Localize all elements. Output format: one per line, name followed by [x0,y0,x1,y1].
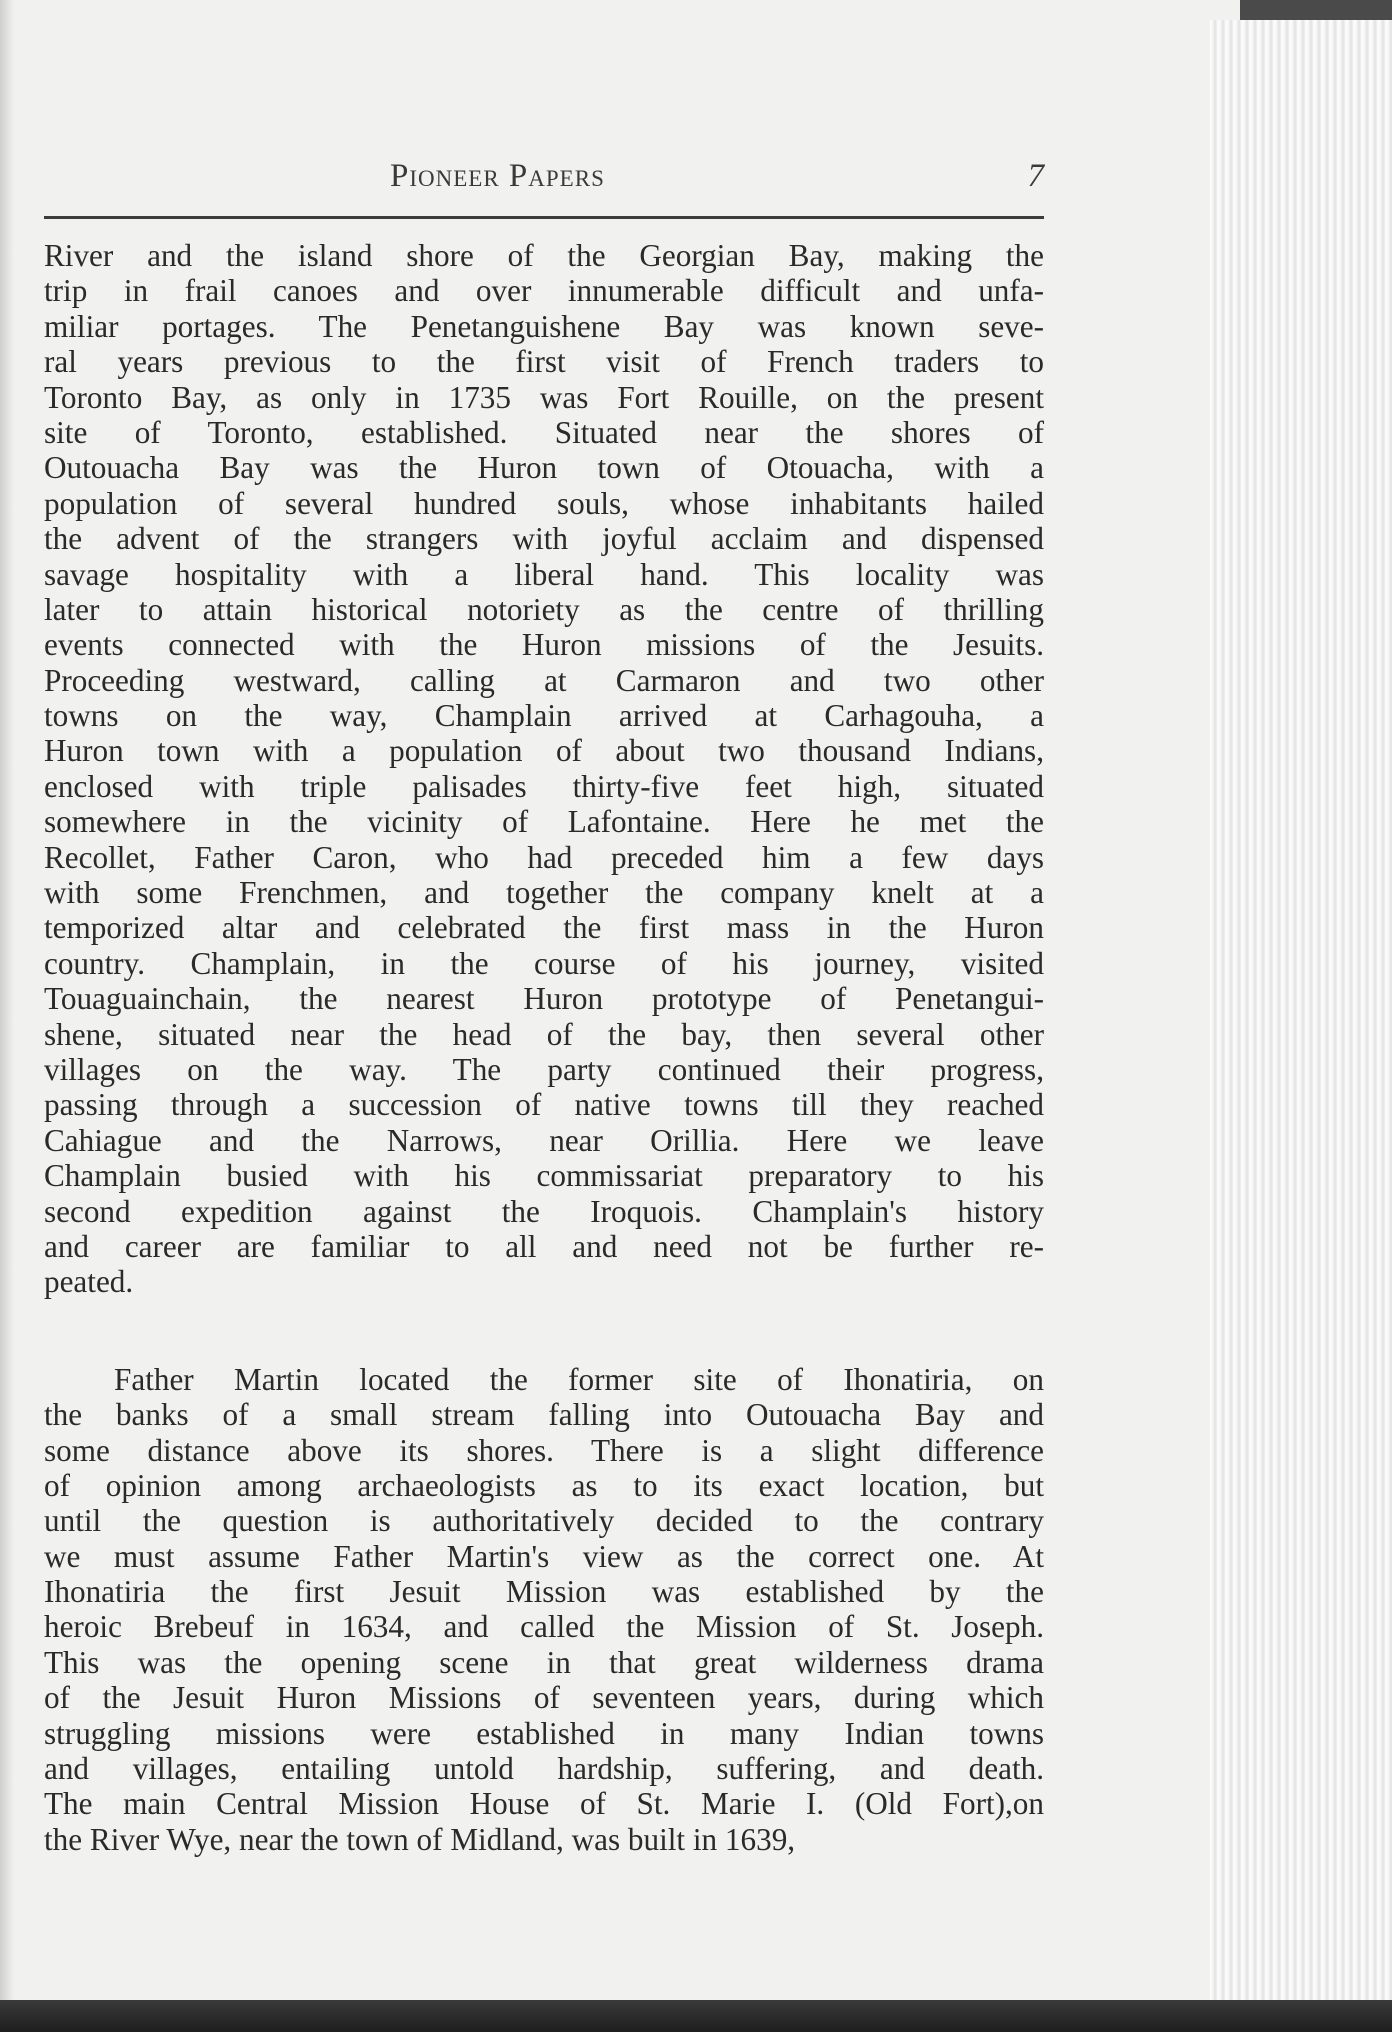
text-line: later to attain historical notoriety as the centre of thrilling [44,591,1044,627]
text-line: Cahiague and the Narrows, near Orillia. Here we leave [44,1122,1044,1158]
text-line: temporized altar and celebrated the first mass in the Huron [44,910,1044,946]
text-line: enclosed with triple palisades thirty-five feet high, situated [44,768,1044,804]
text-line: and villages, entailing untold hardship, suffering, and death. [44,1751,1044,1787]
text-line: towns on the way, Champlain arrived at Carhagouha, a [44,698,1044,734]
text-line: miliar portages. The Penetanguishene Bay was known seve- [44,308,1044,344]
text-line: events connected with the Huron missions of the Jesuits. [44,627,1044,663]
text-line: shene, situated near the head of the bay, then several other [44,1016,1044,1052]
text-line: heroic Brebeuf in 1634, and called the Mission of St. Joseph. [44,1609,1044,1645]
text-line: Outouacha Bay was the Huron town of Otouacha, with a [44,450,1044,486]
text-line: savage hospitality with a liberal hand. This locality was [44,556,1044,592]
text-line: until the question is authoritatively decided to the contrary [44,1503,1044,1539]
text-line: Recollet, Father Caron, who had preceded him a few days [44,839,1044,875]
text-line: country. Champlain, in the course of his journey, visited [44,945,1044,981]
text-line: The main Central Mission House of St. Marie I. (Old Fort),on [44,1786,1044,1822]
paragraph [44,1362,1044,1857]
text-line: the River Wye, near the town of Midland, was built in 1639, [44,1821,796,1857]
bottom-shadow [0,2000,1392,2032]
text-line: Huron town with a population of about two thousand Indians, [44,733,1044,769]
text-line: ral years previous to the first visit of French traders to [44,344,1044,380]
text-line: This was the opening scene in that great wilderness drama [44,1644,1044,1680]
gutter-shadow [0,0,14,2000]
text-line: second expedition against the Iroquois. Champlain's history [44,1193,1044,1229]
paragraph-gap [44,1300,1044,1362]
text-line: population of several hundred souls, whose inhabitants hailed [44,485,1044,521]
text-line: struggling missions were established in many Indian towns [44,1715,1044,1751]
running-title: Pioneer Papers [390,158,605,194]
text-line: Ihonatiria the first Jesuit Mission was established by the [44,1574,1044,1610]
text-line: peated. [44,1264,134,1300]
running-header [44,158,1044,202]
text-line: trip in frail canoes and over innumerable difficult and unfa- [44,273,1044,309]
text-line: of the Jesuit Huron Missions of seventeen years, during which [44,1680,1044,1716]
text-line: of opinion among archaeologists as to its exact location, but [44,1467,1044,1503]
text-line: Proceeding westward, calling at Carmaron and two other [44,662,1044,698]
text-line: Touaguainchain, the nearest Huron prototype of Penetangui- [44,981,1044,1017]
text-line: Toronto Bay, as only in 1735 was Fort Rouille, on the present [44,379,1044,415]
paragraph [44,238,1044,1300]
text-line: some distance above its shores. There is a slight difference [44,1432,1044,1468]
text-line: Father Martin located the former site of Ihonatiria, on [114,1361,1044,1397]
header-rule [44,216,1044,219]
text-line: passing through a succession of native towns till they reached [44,1087,1044,1123]
text-line: and career are familiar to all and need not be further re- [44,1228,1044,1264]
text-line: River and the island shore of the Georgian Bay, making the [44,238,1044,273]
text-line: with some Frenchmen, and together the company knelt at a [44,875,1044,911]
page-number: 7 [1027,158,1044,194]
page-edge-stack [1210,20,1392,2000]
text-line: somewhere in the vicinity of Lafontaine. Here he met the [44,804,1044,840]
text-line: villages on the way. The party continued their progress, [44,1051,1044,1087]
text-line: site of Toronto, established. Situated near the shores of [44,414,1044,450]
body-text [44,238,1044,1857]
text-line: the advent of the strangers with joyful acclaim and dispensed [44,521,1044,557]
text-line: the banks of a small stream falling into Outouacha Bay and [44,1397,1044,1433]
text-line: Champlain busied with his commissariat preparatory to his [44,1158,1044,1194]
text-line: we must assume Father Martin's view as the correct one. At [44,1538,1044,1574]
